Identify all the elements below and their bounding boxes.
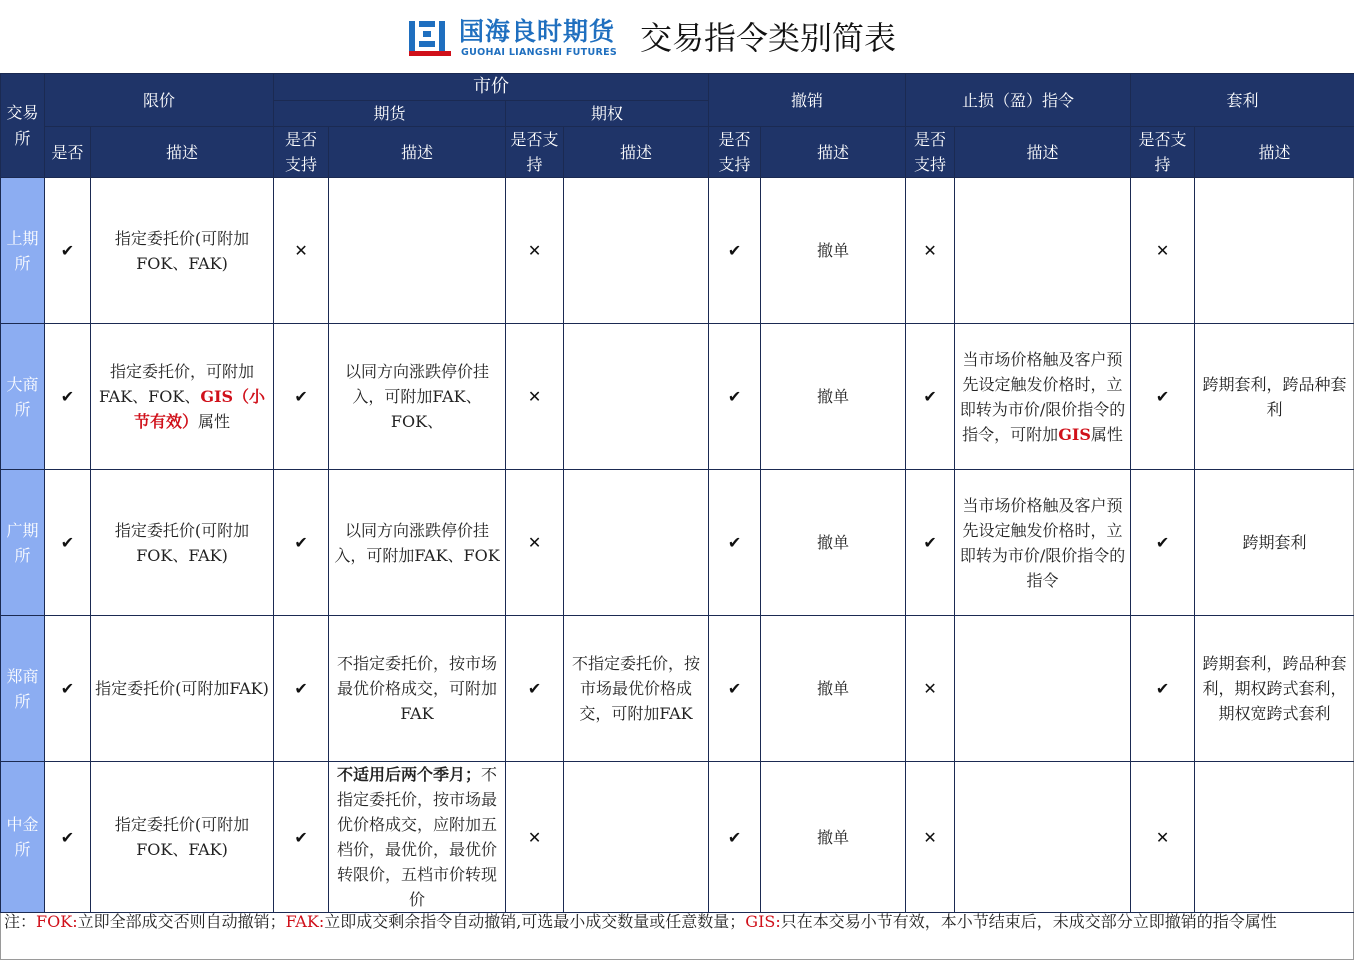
- check-mark-icon: ✔: [709, 762, 761, 913]
- table-row: [1, 178, 1354, 324]
- header-options-desc: 描述: [564, 127, 709, 178]
- header-options-support: 是否支持: [506, 127, 564, 178]
- cross-mark-icon: ✕: [506, 470, 564, 616]
- cross-mark-icon: ✕: [274, 178, 329, 324]
- stop-desc: [955, 762, 1131, 913]
- note-fak-label: FAK:: [285, 912, 325, 931]
- futures-desc: [329, 178, 506, 324]
- futures-desc: [329, 762, 506, 913]
- gis-highlight: GIS（小节有效）: [133, 387, 266, 431]
- header-stop: 止损（盈）指令: [906, 74, 1131, 127]
- exchange-name: 郑商所: [1, 616, 45, 762]
- cross-mark-icon: ✕: [906, 178, 955, 324]
- arb-desc: 跨期套利: [1195, 470, 1354, 616]
- check-mark-icon: ✔: [274, 324, 329, 470]
- header-limit-desc: 描述: [91, 127, 274, 178]
- order-type-table: [0, 73, 1354, 913]
- header-exchange: 交易所: [1, 74, 45, 178]
- check-mark-icon: ✔: [45, 324, 91, 470]
- options-desc: [564, 178, 709, 324]
- header-cancel-desc: 描述: [761, 127, 906, 178]
- cross-mark-icon: ✕: [906, 762, 955, 913]
- cancel-desc: 撤单: [761, 762, 906, 913]
- check-mark-icon: ✔: [1131, 616, 1195, 762]
- arb-desc: [1195, 178, 1354, 324]
- futures-desc: 不指定委托价，按市场最优价格成交，可附加FAK: [329, 616, 506, 762]
- check-mark-icon: ✔: [274, 762, 329, 913]
- limit-desc-suffix: 属性: [198, 412, 231, 431]
- table-row: [1, 616, 1354, 762]
- logo-mark-icon: [407, 17, 453, 59]
- futures-desc: 以同方向涨跌停价挂入，可附加FAK、FOK: [329, 470, 506, 616]
- footnote: [4, 909, 1348, 934]
- check-mark-icon: ✔: [709, 470, 761, 616]
- check-mark-icon: ✔: [274, 470, 329, 616]
- header-stop-desc: 描述: [955, 127, 1131, 178]
- header-stop-support: 是否支持: [906, 127, 955, 178]
- futures-desc-note: 不适用后两个季月；: [337, 765, 482, 784]
- check-mark-icon: ✔: [709, 616, 761, 762]
- options-desc: [564, 762, 709, 913]
- exchange-name: 大商所: [1, 324, 45, 470]
- cancel-desc: 撤单: [761, 324, 906, 470]
- cancel-desc: 撤单: [761, 616, 906, 762]
- header-market: 市价: [274, 74, 709, 101]
- header-arb-support: 是否支持: [1131, 127, 1195, 178]
- limit-desc: 指定委托价(可附加FOK、FAK): [91, 178, 274, 324]
- note-fak-text: 立即成交剩余指令自动撤销,可选最小成交数量或任意数量；: [324, 912, 746, 931]
- note-prefix: 注：: [4, 912, 37, 931]
- check-mark-icon: ✔: [45, 616, 91, 762]
- futures-desc: 以同方向涨跌停价挂入，可附加FAK、FOK、: [329, 324, 506, 470]
- stop-desc: 当市场价格触及客户预先设定触发价格时，立即转为市价/限价指令的指令: [955, 470, 1131, 616]
- header-limit: 限价: [45, 74, 274, 127]
- check-mark-icon: ✔: [709, 324, 761, 470]
- header-market-futures: 期货: [274, 101, 506, 127]
- logo-english-text: GUOHAI LIANGSHI FUTURES: [461, 47, 618, 58]
- check-mark-icon: ✔: [1131, 470, 1195, 616]
- cross-mark-icon: ✕: [506, 178, 564, 324]
- limit-desc: [91, 324, 274, 470]
- company-logo: [407, 17, 635, 61]
- stop-desc-suffix: 属性: [1090, 424, 1123, 444]
- note-gis-text: 只在本交易小节有效，本小节结束后，未成交部分立即撤销的指令属性: [780, 912, 1277, 931]
- stop-desc-text: 当市场价格触及客户预先设定触发价格时，立即转为市价/限价指令的指令，可附加: [959, 349, 1126, 444]
- logo-chinese-text: 国海良时期货: [459, 17, 616, 46]
- header-futures-desc: 描述: [329, 127, 506, 178]
- stop-desc: [955, 324, 1131, 470]
- header-market-options: 期权: [506, 101, 709, 127]
- header-cancel-support: 是否支持: [709, 127, 761, 178]
- cross-mark-icon: ✕: [906, 616, 955, 762]
- options-desc: [564, 324, 709, 470]
- note-fok-label: FOK:: [36, 912, 78, 931]
- table-row: [1, 470, 1354, 616]
- check-mark-icon: ✔: [506, 616, 564, 762]
- check-mark-icon: ✔: [906, 324, 955, 470]
- stop-desc: [955, 178, 1131, 324]
- check-mark-icon: ✔: [709, 178, 761, 324]
- header-limit-support: 是否: [45, 127, 91, 178]
- check-mark-icon: ✔: [274, 616, 329, 762]
- futures-desc-text: 不指定委托价，按市场最优价格成交，应附加五档价，最优价，最优价转限价，五档市价转现价: [337, 765, 498, 909]
- cross-mark-icon: ✕: [506, 324, 564, 470]
- table-row: [1, 762, 1354, 913]
- cancel-desc: 撤单: [761, 178, 906, 324]
- check-mark-icon: ✔: [906, 470, 955, 616]
- arb-desc: 跨期套利，跨品种套利: [1195, 324, 1354, 470]
- cancel-desc: 撤单: [761, 470, 906, 616]
- limit-desc: 指定委托价(可附加FOK、FAK): [91, 762, 274, 913]
- header-arb: 套利: [1131, 74, 1354, 127]
- stop-desc: [955, 616, 1131, 762]
- check-mark-icon: ✔: [45, 470, 91, 616]
- exchange-name: 上期所: [1, 178, 45, 324]
- arb-desc: [1195, 762, 1354, 913]
- check-mark-icon: ✔: [45, 178, 91, 324]
- check-mark-icon: ✔: [1131, 324, 1195, 470]
- table-row: [1, 324, 1354, 470]
- limit-desc: 指定委托价(可附加FAK): [91, 616, 274, 762]
- arb-desc: 跨期套利，跨品种套利，期权跨式套利，期权宽跨式套利: [1195, 616, 1354, 762]
- note-fok-text: 立即全部成交否则自动撤销；: [77, 912, 286, 931]
- limit-desc: 指定委托价(可附加FOK、FAK): [91, 470, 274, 616]
- options-desc: 不指定委托价，按市场最优价格成交，可附加FAK: [564, 616, 709, 762]
- check-mark-icon: ✔: [45, 762, 91, 913]
- note-gis-label: GIS:: [745, 912, 781, 931]
- header-futures-support: 是否支持: [274, 127, 329, 178]
- exchange-name: 广期所: [1, 470, 45, 616]
- exchange-name: 中金所: [1, 762, 45, 913]
- header-arb-desc: 描述: [1195, 127, 1354, 178]
- header-cancel: 撤销: [709, 74, 906, 127]
- cross-mark-icon: ✕: [506, 762, 564, 913]
- gis-highlight: GIS: [1058, 424, 1091, 444]
- options-desc: [564, 470, 709, 616]
- cross-mark-icon: ✕: [1131, 762, 1195, 913]
- limit-desc-text: 指定委托价，可附加FAK、FOK、: [98, 362, 255, 406]
- title-bar: [0, 0, 1354, 73]
- cross-mark-icon: ✕: [1131, 178, 1195, 324]
- page-title: 交易指令类别简表: [640, 19, 897, 57]
